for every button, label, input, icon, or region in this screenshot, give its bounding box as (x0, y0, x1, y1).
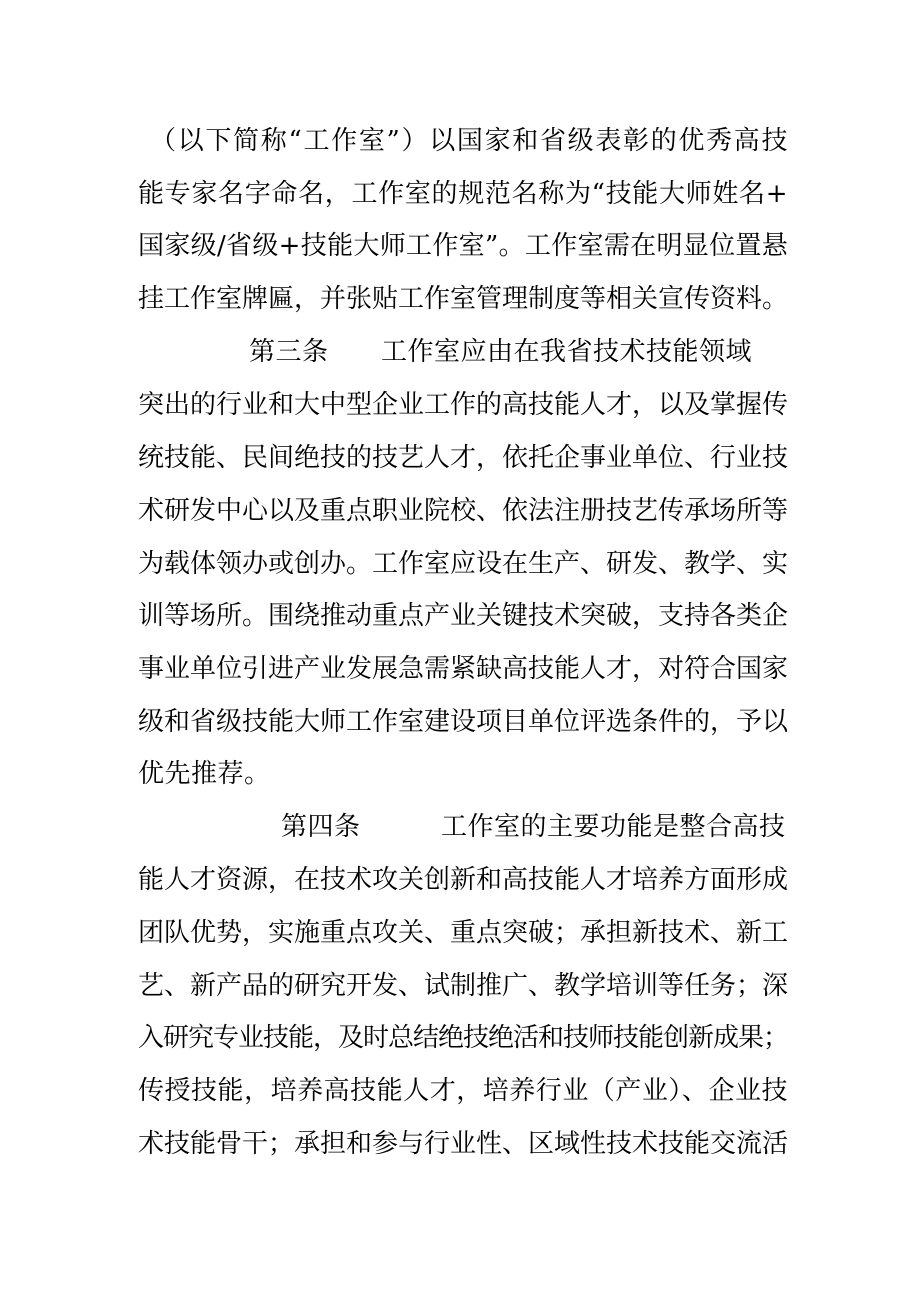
paragraph-line: 突出的行业和大中型企业工作的高技能人才，以及掌握传 (138, 390, 789, 420)
paragraph-line: 术研发中心以及重点职业院校、依法注册技艺传承场所等 (138, 496, 789, 526)
paragraph-line: 术技能骨干；承担和参与行业性、区域性技术技能交流活 (138, 1129, 789, 1159)
paragraph-line: 级和省级技能大师工作室建设项目单位评选条件的，予以 (138, 707, 789, 737)
article-first-line: 工作室应由在我省技术技能领域 (381, 337, 753, 367)
paragraph-line: 统技能、民间绝技的技艺人才，依托企事业单位、行业技 (138, 443, 789, 473)
article-number: 第四条 (281, 812, 361, 842)
article-number: 第三条 (249, 337, 329, 367)
paragraph-line: 优先推荐。 (138, 759, 271, 789)
paragraph-line: 传授技能，培养高技能人才，培养行业（产业）、企业技 (138, 1076, 788, 1106)
paragraph-line: 能人才资源，在技术攻关创新和高技能人才培养方面形成 (138, 865, 789, 895)
paragraph-line: 能专家名字命名，工作室的规范名称为“技能大师姓名+ (138, 179, 788, 209)
article-first-line: 工作室的主要功能是整合高技 (441, 812, 786, 842)
paragraph-line: 挂工作室牌匾，并张贴工作室管理制度等相关宣传资料。 (138, 284, 789, 314)
paragraph-line: 事业单位引进产业发展急需紧缺高技能人才，对符合国家 (138, 654, 789, 684)
paragraph-line: 训等场所。围绕推动重点产业关键技术突破，支持各类企 (138, 601, 789, 631)
paragraph-line: 团队优势，实施重点攻关、重点突破；承担新技术、新工 (138, 918, 789, 948)
paragraph-line: （以下简称“工作室”）以国家和省级表彰的优秀高技 (150, 126, 788, 156)
paragraph-line: 国家级/省级+技能大师工作室”。工作室需在明显位置悬 (138, 231, 788, 261)
paragraph-line: 为载体领办或创办。工作室应设在生产、研发、教学、实 (138, 549, 789, 579)
paragraph-line: 入研究专业技能，及时总结绝技绝活和技师技能创新成果； (138, 1023, 789, 1053)
paragraph-line: 艺、新产品的研究开发、试制推广、教学培训等任务；深 (138, 971, 789, 1001)
